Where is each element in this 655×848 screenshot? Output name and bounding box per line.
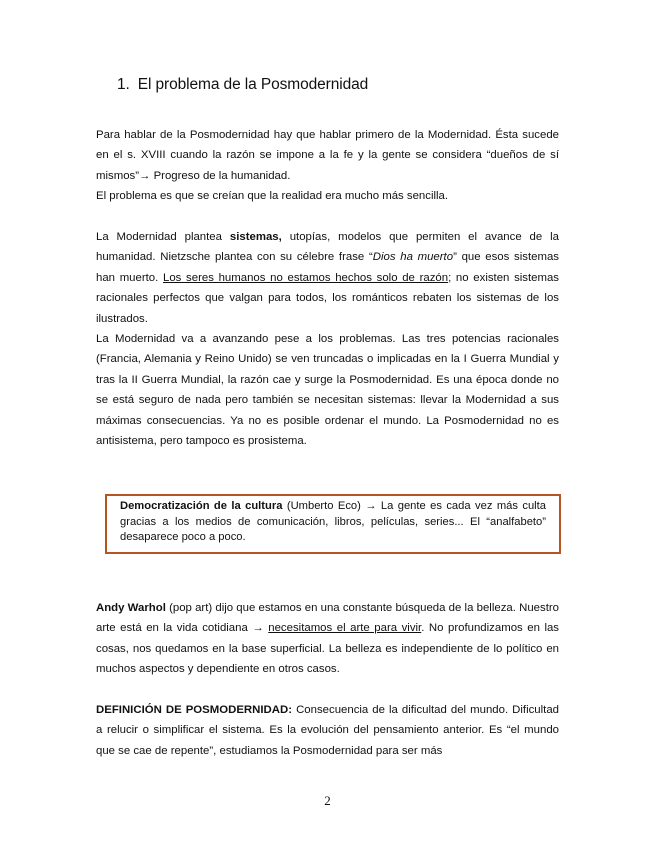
modernidad-text-c: ” que esos sistemas han muerto.	[96, 251, 559, 284]
modernidad-text-a: La Modernidad plantea	[96, 231, 230, 243]
section-title: El problema de la Posmodernidad	[137, 76, 369, 93]
warhol-text-b: . No profundizamos en las cosas, nos quedamos en la base superficial. La belleza es independiente de lo político en muchos aspectos y dependiente en otros casos.	[96, 622, 560, 676]
intro-paragraph: Para hablar de la Posmodernidad hay que hablar primero de la Modernidad. Ésta sucede en el s. XVIII cuando la razón se impone a la fe y la gente se considera “dueños de sí mismos”→ Progreso de la humanidad.	[96, 129, 559, 182]
intro-section	[96, 125, 559, 207]
modernidad-text-b: utopías, modelos que permiten el avance de la humanidad. Nietzsche plantea con su célebre frase “	[96, 231, 559, 264]
sistemas-bold: sistemas,	[229, 231, 282, 243]
intro-problem-paragraph: El problema es que se creían que la realidad era mucho más sencilla.	[96, 190, 449, 203]
section-heading	[117, 76, 368, 94]
warhol-paragraph	[96, 598, 559, 680]
modernidad-text-d: ; no existen sistemas racionales perfectos que valgan para todos, los románticos rebaten los sistemas de los ilustrados.	[96, 271, 560, 325]
warhol-bold: Andy Warhol	[96, 602, 166, 614]
page-number: 2	[324, 793, 331, 808]
warhol-section	[96, 598, 559, 680]
callout-text: (Umberto Eco) → La gente es cada vez más culta gracias a los medios de comunicación, libros, películas, series... El “analfabeto” desaparece poco a poco.	[120, 500, 546, 543]
definicion-text: Consecuencia de la dificultad del mundo. Dificultad a relucir o simplificar el sistema. Es la evolución del pensamiento anterior. Es “el mundo que se cae de repente”, estudiamos la Posmodernidad para ser más	[96, 704, 560, 757]
callout-bold-title: Democratización de la cultura	[120, 500, 283, 512]
modernidad-paragraph	[96, 227, 559, 329]
razon-underline: Los seres humanos no estamos hechos solo de razón	[163, 271, 449, 284]
definicion-section	[96, 700, 559, 761]
modernidad-section	[96, 227, 559, 451]
section-number: 1.	[117, 76, 130, 93]
cultura-callout-box	[105, 494, 561, 554]
definicion-bold: DEFINICIÓN DE POSMODERNIDAD:	[96, 704, 293, 716]
dios-ha-muerto-italic: Dios ha muerto	[372, 251, 454, 264]
warhol-text-a: (pop art) dijo que estamos en una constante búsqueda de la belleza. Nuestro arte está en la vida cotidiana →	[96, 602, 559, 635]
definicion-paragraph	[96, 700, 559, 761]
modernidad-second-paragraph: La Modernidad va a avanzando pese a los problemas. Las tres potencias racionales (Francia, Alemania y Reino Unido) se ven truncadas o implicadas en la I Guerra Mundial y tras la II Guerra Mundial, la razón cae y surge la Posmodernidad. Es una época donde no se está seguro de nada pero también se necesitan sistemas: llevar la Modernidad a sus máximas consecuencias. Ya no es posible ordenar el mundo. La Posmodernidad no es antisistema, pero tampoco es prosistema.	[96, 333, 559, 448]
arte-underline: necesitamos el arte para vivir	[268, 622, 422, 635]
